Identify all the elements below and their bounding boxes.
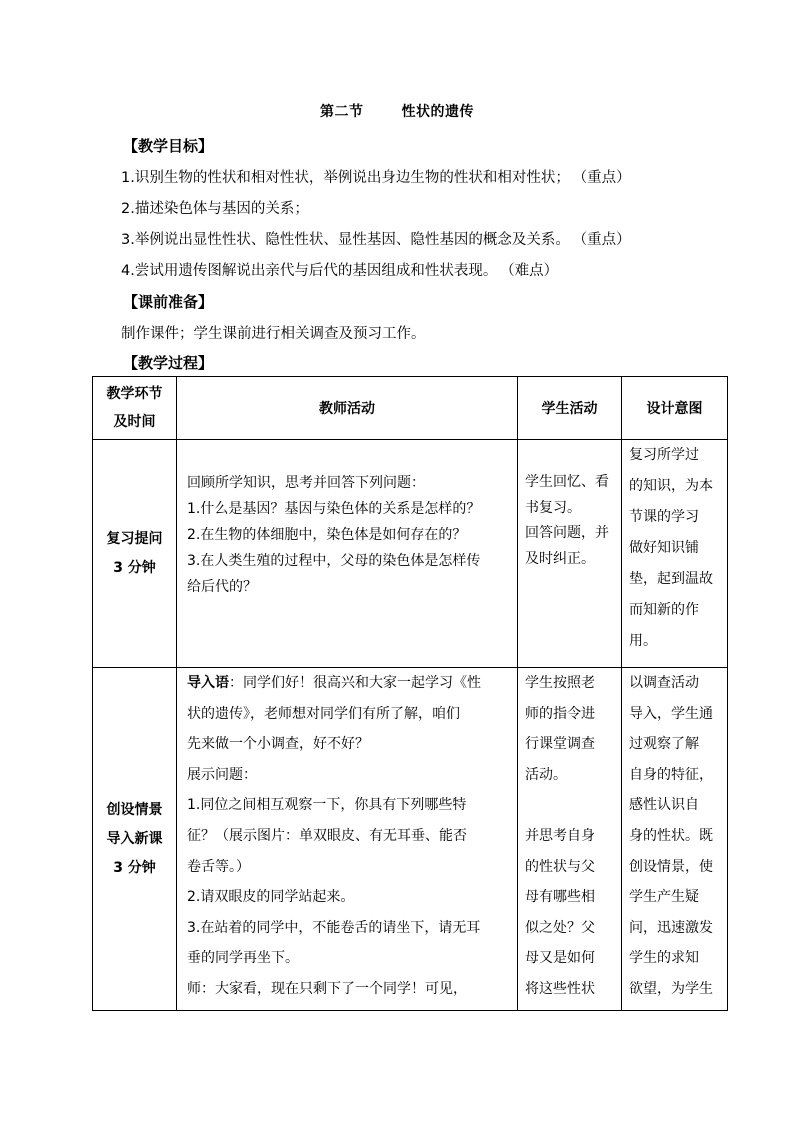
teacher-line: 状的遗传》，老师想对同学们有所了解，咱们 [187,705,460,722]
teacher-activity-cell [177,668,518,1011]
table-row [93,668,728,1011]
design-line: 学生产生疑 [629,889,699,906]
stage-line: 3 分钟 [113,859,156,876]
objective-text: 1.识别生物的性状和相对性状，举例说出身边生物的性状和相对性状； [121,170,570,186]
design-line: 导入，学生通 [629,705,713,722]
objective-item-1 [121,166,631,187]
objective-item-3 [121,228,631,249]
teacher-line: 2.在生物的体细胞中，染色体是如何存在的？ [187,527,467,543]
student-line: 似之处？父 [525,919,595,936]
design-line: 创设情景，使 [629,858,713,875]
stage-cell [93,440,177,668]
design-line: 问，迅速激发 [629,919,713,936]
design-line: 以调查活动 [629,675,699,691]
objective-item-4 [121,259,558,280]
design-line: 身的性状。既 [629,827,713,844]
page-title [0,101,794,121]
design-line: 欲望，为学生 [629,980,713,997]
teacher-activity-cell [177,440,518,668]
student-line: 将这些性状 [525,980,595,997]
design-intent-cell [622,668,728,1011]
student-line: 母又是如何 [525,950,595,967]
objective-text: 3.举例说出显性性状、隐性性状、显性基因、隐性基因的概念及关系。 [121,232,570,248]
teacher-line: 2.请双眼皮的同学站起来。 [187,889,355,906]
student-line: 活动。 [525,766,567,783]
design-line: 感性认识自 [629,797,699,814]
objective-text: 2.描述染色体与基因的关系； [121,201,309,217]
stage-cell [93,668,177,1011]
table-header-row [93,377,728,440]
stage-line: 导入新课 [106,830,163,847]
teacher-line: 给后代的？ [187,579,257,595]
objective-mark: （重点） [579,232,631,248]
teacher-line: 1.什么是基因？基因与染色体的关系是怎样的？ [187,501,481,517]
design-line: 垫，起到温故 [629,571,713,587]
student-line: 及时纠正。 [525,550,595,567]
teacher-line: 先来做一个小调查，好不好？ [187,736,369,753]
objective-item-2 [121,197,309,218]
preparation-heading: 【课前准备】 [123,293,214,311]
section-number: 第二节 [320,104,364,120]
design-line: 而知新的作 [629,602,699,618]
header-stage [93,377,177,440]
student-line: 学生回忆、看 [525,474,609,490]
design-line: 做好知识铺 [629,540,699,556]
teacher-line: 1.同位之间相互观察一下，你具有下列哪些特 [187,797,467,814]
teacher-line: 3.在人类生殖的过程中，父母的染色体是怎样传 [187,553,481,569]
teacher-line: 征？（展示图片：单双眼皮、有无耳垂、能否 [187,827,467,844]
teacher-line: 卷舌等。） [187,858,250,875]
header-student: 学生活动 [518,377,622,440]
student-activity-cell [518,668,622,1011]
lesson-process-table [92,376,728,1011]
objective-mark: （难点） [507,263,559,279]
teacher-line: 师：大家看，现在只剩下了一个同学！可见， [187,980,467,997]
stage-line: 复习提问 [106,530,163,547]
header-design: 设计意图 [622,377,728,440]
design-line: 节课的学习 [629,509,699,525]
student-line: 行课堂调查 [525,736,595,753]
student-line: 书复习。 [525,499,581,516]
intro-label: 导入语 [187,675,229,691]
intro-text: ：同学们好！很高兴和大家一起学习《性 [229,675,481,691]
student-line-blank [525,790,617,821]
header-stage-line1: 教学环节 [106,386,163,402]
stage-line: 创设情景 [106,801,163,818]
design-line: 过观察了解 [629,736,699,753]
section-topic: 性状的遗传 [401,104,474,120]
table-row [93,440,728,668]
design-line: 学生的求知 [629,950,699,967]
student-line: 母有哪些相 [525,889,595,906]
preparation-text: 制作课件；学生课前进行相关调查及预习工作。 [121,326,426,342]
design-intent-cell [622,440,728,668]
objectives-heading: 【教学目标】 [123,137,214,155]
student-line: 的性状与父 [525,858,595,875]
process-heading: 【教学过程】 [123,354,214,372]
teacher-line: 垂的同学再坐下。 [187,950,299,967]
teacher-line [187,668,509,699]
student-line: 回答问题，并 [525,525,609,541]
header-stage-line2: 及时间 [113,414,156,430]
design-line: 用。 [629,633,657,649]
teacher-line: 回顾所学知识，思考并回答下列问题： [187,475,425,491]
design-line: 的知识，为本 [629,478,713,494]
design-line: 自身的特征， [629,766,713,783]
header-teacher: 教师活动 [177,377,518,440]
objective-text: 4.尝试用遗传图解说出亲代与后代的基因组成和性状表现。 [121,263,498,279]
student-line: 师的指令进 [525,705,595,722]
teacher-line: 展示问题： [187,766,257,783]
student-activity-cell [518,440,622,668]
teacher-line: 3.在站着的同学中，不能卷舌的请坐下，请无耳 [187,919,481,936]
stage-line: 3 分钟 [113,559,156,576]
student-line: 并思考自身 [525,827,595,844]
design-line: 复习所学过 [629,447,699,463]
student-line: 学生按照老 [525,675,595,691]
objective-mark: （重点） [579,170,631,186]
